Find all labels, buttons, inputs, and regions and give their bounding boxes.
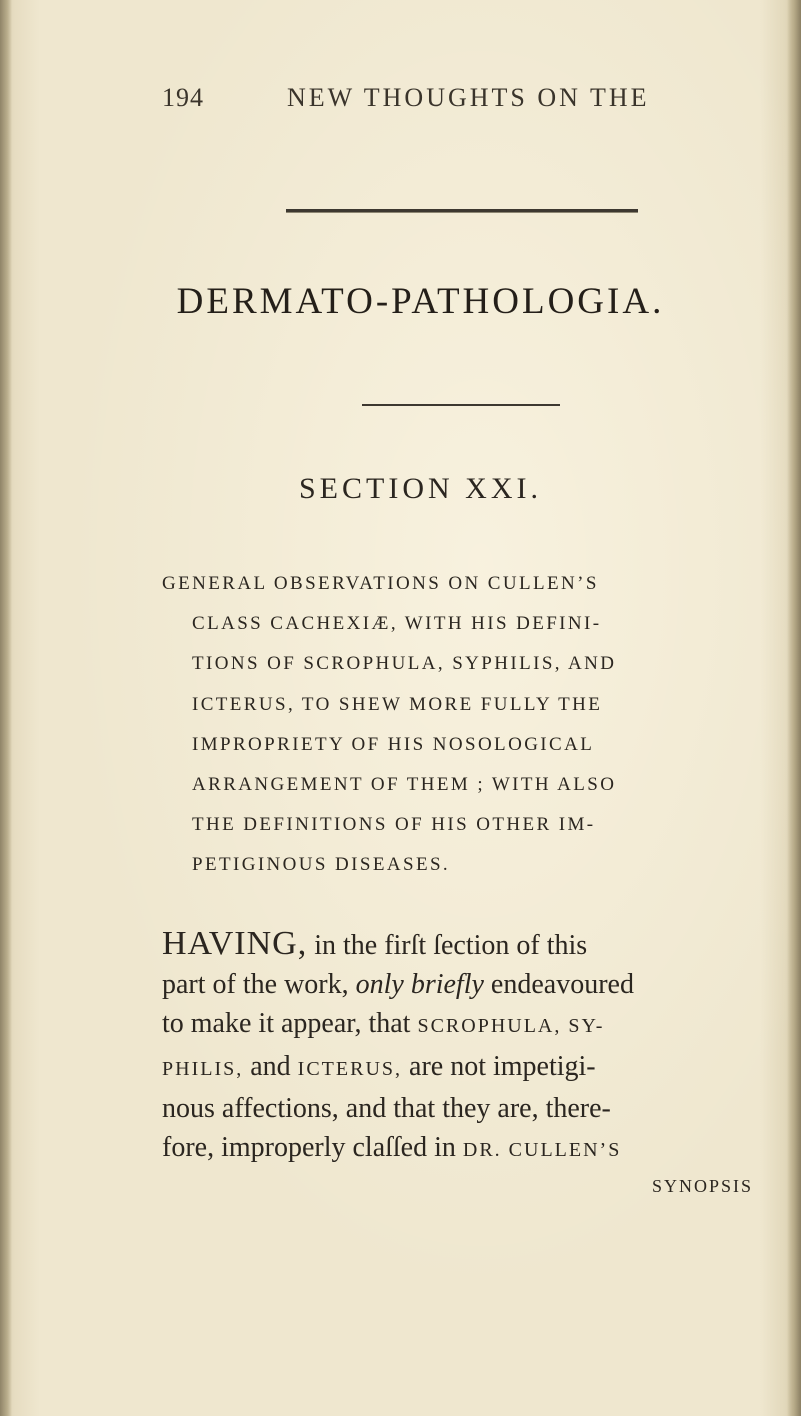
page-edge-right <box>787 0 801 1416</box>
summary-line: CLASS CACHEXIÆ, WITH HIS DEFINI- <box>192 613 602 635</box>
summary-line: THE DEFINITIONS OF HIS OTHER IM- <box>192 814 596 836</box>
body-line: nous affections, and that they are, there- <box>162 1092 611 1124</box>
body-line: to make it appear, that SCROPHULA, SY- <box>162 1008 605 1040</box>
running-head-title: NEW THOUGHTS ON THE <box>287 83 650 112</box>
summary-line: GENERAL OBSERVATIONS ON CULLEN’S <box>162 573 599 594</box>
summary-line: ARRANGEMENT OF THEM ; WITH ALSO <box>192 774 617 796</box>
small-caps-term: PHILIS, <box>162 1057 244 1080</box>
section-summary <box>162 564 772 886</box>
body-line: PHILIS, and ICTERUS, are not impetigi- <box>162 1050 596 1082</box>
body-paragraph <box>162 924 772 1170</box>
body-line: part of the work, only briefly endeavoured <box>162 969 634 1001</box>
page-number: 194 <box>162 83 204 112</box>
running-head <box>0 83 801 123</box>
summary-line: IMPROPRIETY OF HIS NOSOLOGICAL <box>192 733 595 755</box>
section-heading: SECTION XXI. <box>299 472 542 505</box>
small-caps-term: DR. CULLEN’S <box>462 1139 622 1162</box>
summary-line: PETIGINOUS DISEASES. <box>192 854 451 876</box>
ornamental-rule-top <box>286 209 638 213</box>
chapter-title: DERMATO-PATHOLOGIA. <box>176 281 665 322</box>
body-line: HAVING, in the firſt ſection of this <box>162 925 588 962</box>
italic-emphasis: only briefly <box>355 969 484 1001</box>
summary-line: TIONS OF SCROPHULA, SYPHILIS, AND <box>192 653 617 675</box>
small-caps-term: ICTERUS, <box>297 1057 403 1080</box>
body-line: fore, improperly claſſed in DR. CULLEN’S <box>162 1132 622 1164</box>
catchword: SYNOPSIS <box>652 1176 754 1196</box>
opening-word: HAVING, <box>162 925 308 962</box>
summary-line: ICTERUS, TO SHEW MORE FULLY THE <box>192 693 603 715</box>
small-caps-term: SCROPHULA, SY- <box>417 1015 605 1038</box>
ornamental-rule-middle <box>362 404 560 406</box>
page-gutter-left <box>0 0 12 1416</box>
